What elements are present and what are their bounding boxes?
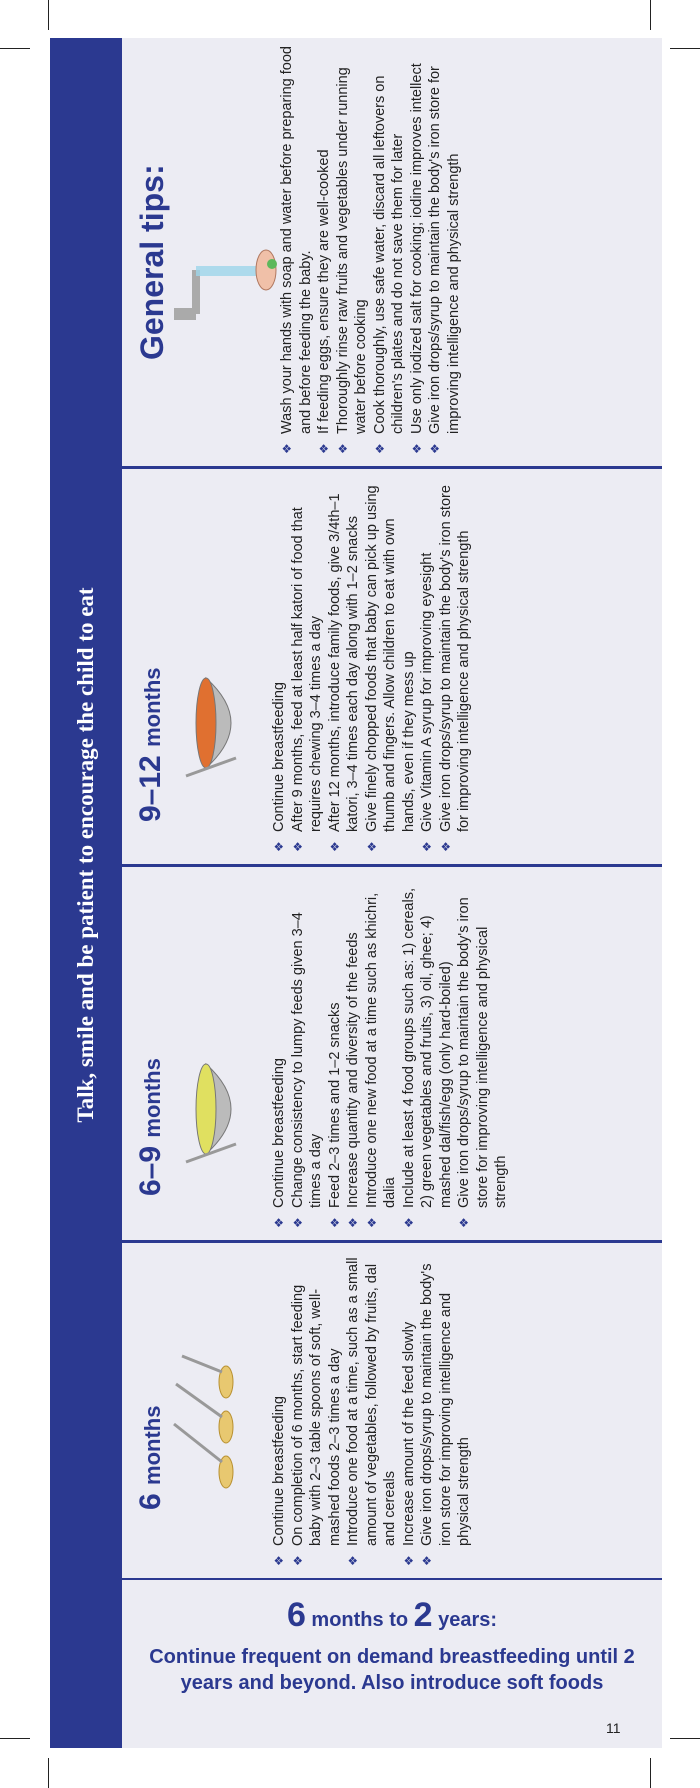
list-item: ❖ After 12 months, introduce family foods, give 3/4th–1 katori, 3–4 times each day along with 1–2 snacks	[326, 476, 363, 852]
page-number: 11	[606, 1720, 621, 1736]
list-item: ❖ Wash your hands with soap and water before preparing food and before feeding the baby.	[278, 46, 315, 454]
list-item: ❖ If feeding eggs, ensure they are well-cooked	[315, 46, 334, 454]
tips-list	[278, 46, 463, 454]
spoon-icon	[164, 1352, 244, 1502]
list-item: ❖ Continue breastfeeding	[270, 876, 289, 1228]
band-title: Talk, smile and be patient to encourage the child to eat	[73, 587, 98, 1123]
crop-mark	[48, 1758, 49, 1788]
section-divider	[122, 466, 662, 469]
section-divider	[122, 1240, 662, 1243]
list-item: ❖ Continue breastfeeding	[270, 1254, 289, 1566]
list-item: ❖ Give finely chopped foods that baby can pick up using thumb and fingers. Allow children to eat with own hands, even if they mess up	[363, 476, 419, 852]
column-title: General tips:	[134, 164, 170, 360]
summary-section	[122, 1580, 662, 1748]
bowl-icon	[166, 668, 246, 778]
handwash-icon	[168, 240, 278, 340]
section-divider	[122, 864, 662, 867]
bowl-icon	[166, 1054, 246, 1164]
column-title: 6–9 months	[134, 1058, 167, 1196]
tips-list	[270, 1254, 474, 1566]
list-item: ❖ Give iron drops/syrup to maintain the body's iron store for improving intelligence and physical strength	[426, 46, 463, 454]
list-item: ❖ Give iron drops/syrup to maintain the body's iron store for improving intelligence and physical strength	[437, 476, 474, 852]
list-item: ❖ Continue breastfeeding	[270, 476, 289, 852]
list-item: ❖ Give iron drops/syrup to maintain the body's iron store for improving intelligence and physical strength	[455, 876, 511, 1228]
crop-mark	[650, 1758, 651, 1788]
list-item: ❖ Introduce one food at a time, such as a small amount of vegetables, followed by fruits, dal and cereals	[344, 1254, 400, 1566]
list-item: ❖ On completion of 6 months, start feeding baby with 2–3 table spoons of soft, well-mashed foods 2–3 times a day	[289, 1254, 345, 1566]
tips-list	[270, 876, 511, 1228]
crop-mark	[670, 1738, 700, 1739]
list-item: ❖ Give Vitamin A syrup for improving eyesight	[418, 476, 437, 852]
list-item: ❖ Give iron drops/syrup to maintain the body's iron store for improving intelligence and physical strength	[418, 1254, 474, 1566]
list-item: ❖ Change consistency to lumpy feeds given 3–4 times a day	[289, 876, 326, 1228]
list-item: ❖ Increase quantity and diversity of the feeds	[344, 876, 363, 1228]
list-item: ❖ Introduce one new food at a time such as khichri, dalia	[363, 876, 400, 1228]
column-9-12-months	[128, 474, 578, 858]
crop-mark	[0, 1738, 30, 1739]
list-item: ❖ Include at least 4 food groups such as: 1) cereals, 2) green vegetables and fruits, 3) oil, ghee; 4) mashed dal/fish/egg (only hard-boiled)	[400, 876, 456, 1228]
list-item: ❖ Increase amount of the feed slowly	[400, 1254, 419, 1566]
list-item: ❖ Thoroughly rinse raw fruits and vegetables under running water before cooking	[334, 46, 371, 454]
crop-mark	[48, 0, 49, 30]
list-item: ❖ After 9 months, feed at least half katori of food that requires chewing 3–4 times a day	[289, 476, 326, 852]
crop-mark	[0, 48, 30, 49]
column-6-months	[128, 1246, 554, 1572]
list-item: ❖ Use only iodized salt for cooking; iodine improves intellect	[408, 46, 427, 454]
column-6-9-months	[128, 874, 578, 1234]
list-item: ❖ Feed 2–3 times and 1–2 snacks	[326, 876, 345, 1228]
list-item: ❖ Cook thoroughly, use safe water, discard all leftovers on children's plates and do not save them for later	[371, 46, 408, 454]
summary-text: Continue frequent on demand breastfeeding until 2 years and beyond. Also introduce soft foods	[149, 1646, 635, 1694]
column-title: 6 months	[134, 1405, 167, 1510]
crop-mark	[650, 0, 651, 30]
column-general-tips	[128, 40, 578, 460]
crop-mark	[670, 48, 700, 49]
summary-heading: 6 months to 2 years:	[286, 1596, 498, 1634]
tips-list	[270, 476, 474, 852]
column-title: 9–12 months	[134, 667, 167, 822]
